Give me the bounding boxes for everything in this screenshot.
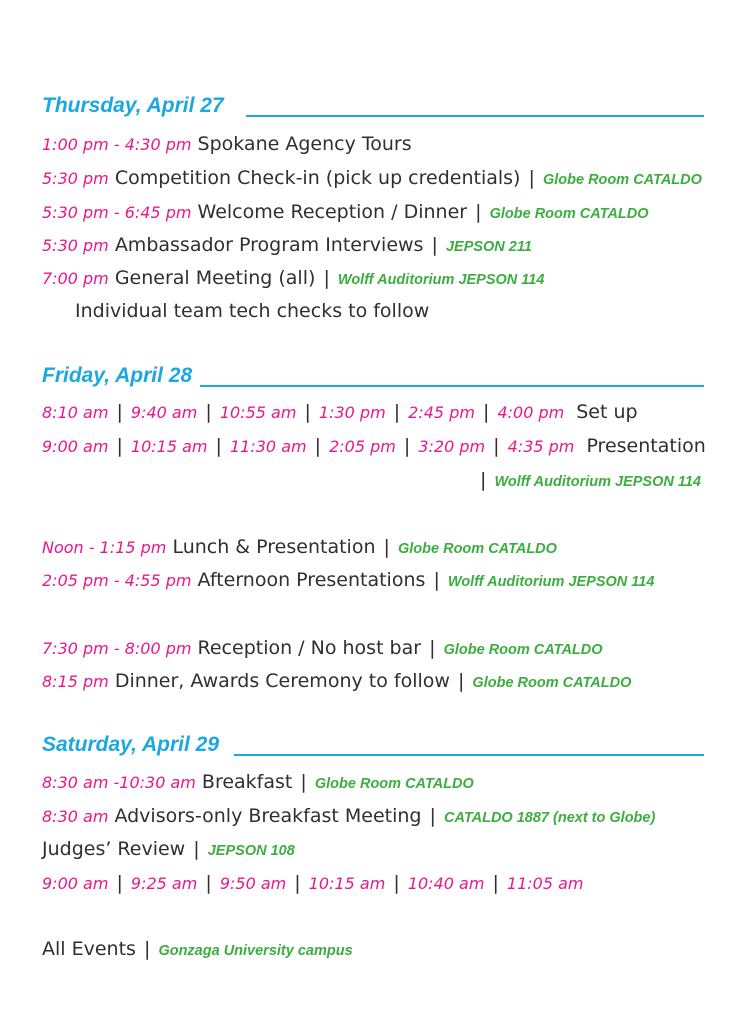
- event-location: JEPSON 108: [207, 843, 295, 859]
- day-title: Saturday, April 29: [42, 733, 220, 756]
- footer-note: [42, 936, 353, 962]
- presentation-times-row: 9:00 am | 10:15 am | 11:30 am | 2:05 pm | 3:20 pm | 4:35 pm Presentation: [42, 435, 706, 457]
- schedule-item: [42, 534, 557, 560]
- event-time: 2:05 pm - 4:55 pm: [42, 571, 192, 590]
- separator: |: [433, 569, 440, 591]
- separator: |: [457, 670, 465, 692]
- separator: |: [323, 267, 330, 289]
- divider-line: [200, 385, 704, 387]
- event-time: 9:00 am: [42, 874, 109, 893]
- event-time: 10:55 am: [219, 403, 297, 422]
- event-time: 1:00 pm - 4:30 pm: [42, 135, 192, 154]
- event-time: 9:25 am: [130, 874, 198, 893]
- separator: |: [431, 234, 438, 256]
- event-time: 5:30 pm: [42, 236, 109, 255]
- setup-times-row: 8:10 am | 9:40 am | 10:55 am | 1:30 pm | 2:45 pm | 4:00 pm Set up: [42, 401, 638, 423]
- event-time: 4:00 pm: [497, 403, 565, 422]
- schedule-item: [42, 265, 544, 291]
- thursday-header: [42, 94, 704, 124]
- schedule-item: [42, 635, 603, 661]
- event-location: Globe Room CATALDO: [397, 541, 557, 557]
- saturday-header: [42, 733, 704, 763]
- divider-line: [246, 115, 704, 117]
- day-title: Thursday, April 27: [42, 94, 224, 117]
- separator: |: [193, 838, 200, 860]
- event-location: Globe Room CATALDO: [443, 642, 603, 658]
- event-time: 4:35 pm: [507, 437, 575, 456]
- event-time: 1:30 pm: [318, 403, 386, 422]
- event-time: 8:10 am: [42, 403, 109, 422]
- event-location: Wolff Auditorium JEPSON 114: [494, 474, 701, 490]
- event-title: General Meeting (all): [114, 267, 316, 289]
- event-time: Noon - 1:15 pm: [42, 538, 167, 557]
- event-time: 9:00 am: [42, 437, 109, 456]
- event-time: 8:15 pm: [42, 672, 109, 691]
- event-title: Advisors-only Breakfast Meeting: [114, 805, 422, 827]
- event-title: Breakfast: [201, 771, 293, 793]
- schedule-item: [42, 232, 532, 258]
- presentation-location: [478, 467, 701, 493]
- event-location: Globe Room CATALDO: [472, 675, 632, 691]
- event-title: Judges’ Review: [42, 838, 186, 860]
- event-location: CATALDO 1887 (next to Globe): [443, 810, 656, 826]
- event-time: 3:20 pm: [418, 437, 486, 456]
- event-title: Competition Check-in (pick up credentials): [114, 167, 521, 189]
- event-title: Individual team tech checks to follow: [75, 300, 430, 322]
- day-title: Friday, April 28: [42, 364, 193, 387]
- separator: |: [143, 938, 151, 960]
- event-location: Globe Room CATALDO: [489, 206, 649, 222]
- event-time: 8:30 am -10:30 am: [42, 773, 196, 792]
- event-location: Gonzaga University campus: [158, 943, 353, 959]
- event-title: Ambassador Program Interviews: [114, 234, 424, 256]
- event-location: Globe Room CATALDO: [542, 172, 702, 188]
- event-title: Spokane Agency Tours: [197, 133, 412, 155]
- event-title: Presentation: [586, 435, 706, 457]
- schedule-item: [42, 199, 649, 225]
- event-time: 7:00 pm: [42, 269, 109, 288]
- event-title: Afternoon Presentations: [197, 569, 426, 591]
- separator: |: [475, 201, 482, 223]
- schedule-note: [75, 298, 429, 324]
- event-time: 5:30 pm: [42, 169, 109, 188]
- event-title: Welcome Reception / Dinner: [197, 201, 468, 223]
- separator: |: [300, 771, 307, 793]
- event-title: Lunch & Presentation: [172, 536, 376, 558]
- event-location: Globe Room CATALDO: [314, 776, 474, 792]
- review-times-row: 9:00 am | 9:25 am | 9:50 am | 10:15 am | 10:40 am | 11:05 am: [42, 872, 584, 894]
- event-time: 7:30 pm - 8:00 pm: [42, 639, 192, 658]
- separator: |: [480, 469, 487, 491]
- event-location: Wolff Auditorium JEPSON 114: [337, 272, 545, 288]
- event-title: Dinner, Awards Ceremony to follow: [114, 670, 450, 692]
- event-title: Reception / No host bar: [197, 637, 422, 659]
- event-time: 9:50 am: [219, 874, 287, 893]
- schedule-item: [42, 769, 474, 795]
- event-title: All Events: [42, 938, 136, 960]
- event-time: 2:45 pm: [408, 403, 475, 422]
- event-location: Wolff Auditorium JEPSON 114: [447, 574, 655, 590]
- event-time: 8:30 am: [42, 807, 109, 826]
- schedule-item: [42, 836, 295, 862]
- event-time: 9:40 am: [130, 403, 198, 422]
- schedule-item: [42, 131, 412, 157]
- schedule-item: [42, 668, 631, 694]
- event-time: 10:15 am: [130, 437, 208, 456]
- separator: |: [429, 805, 436, 827]
- separator: |: [383, 536, 390, 558]
- event-time: 10:15 am: [308, 874, 386, 893]
- separator: |: [528, 167, 535, 189]
- event-time: 11:05 am: [506, 874, 584, 893]
- event-time: 5:30 pm - 6:45 pm: [42, 203, 192, 222]
- event-time: 11:30 am: [230, 437, 307, 456]
- schedule-item: [42, 567, 654, 593]
- divider-line: [234, 754, 704, 756]
- event-title: Set up: [576, 401, 638, 423]
- schedule-item: [42, 165, 702, 191]
- schedule-item: [42, 803, 655, 829]
- friday-header: [42, 364, 704, 394]
- event-time: 2:05 pm: [329, 437, 396, 456]
- event-location: JEPSON 211: [445, 239, 532, 255]
- separator: |: [429, 637, 436, 659]
- event-time: 10:40 am: [407, 874, 485, 893]
